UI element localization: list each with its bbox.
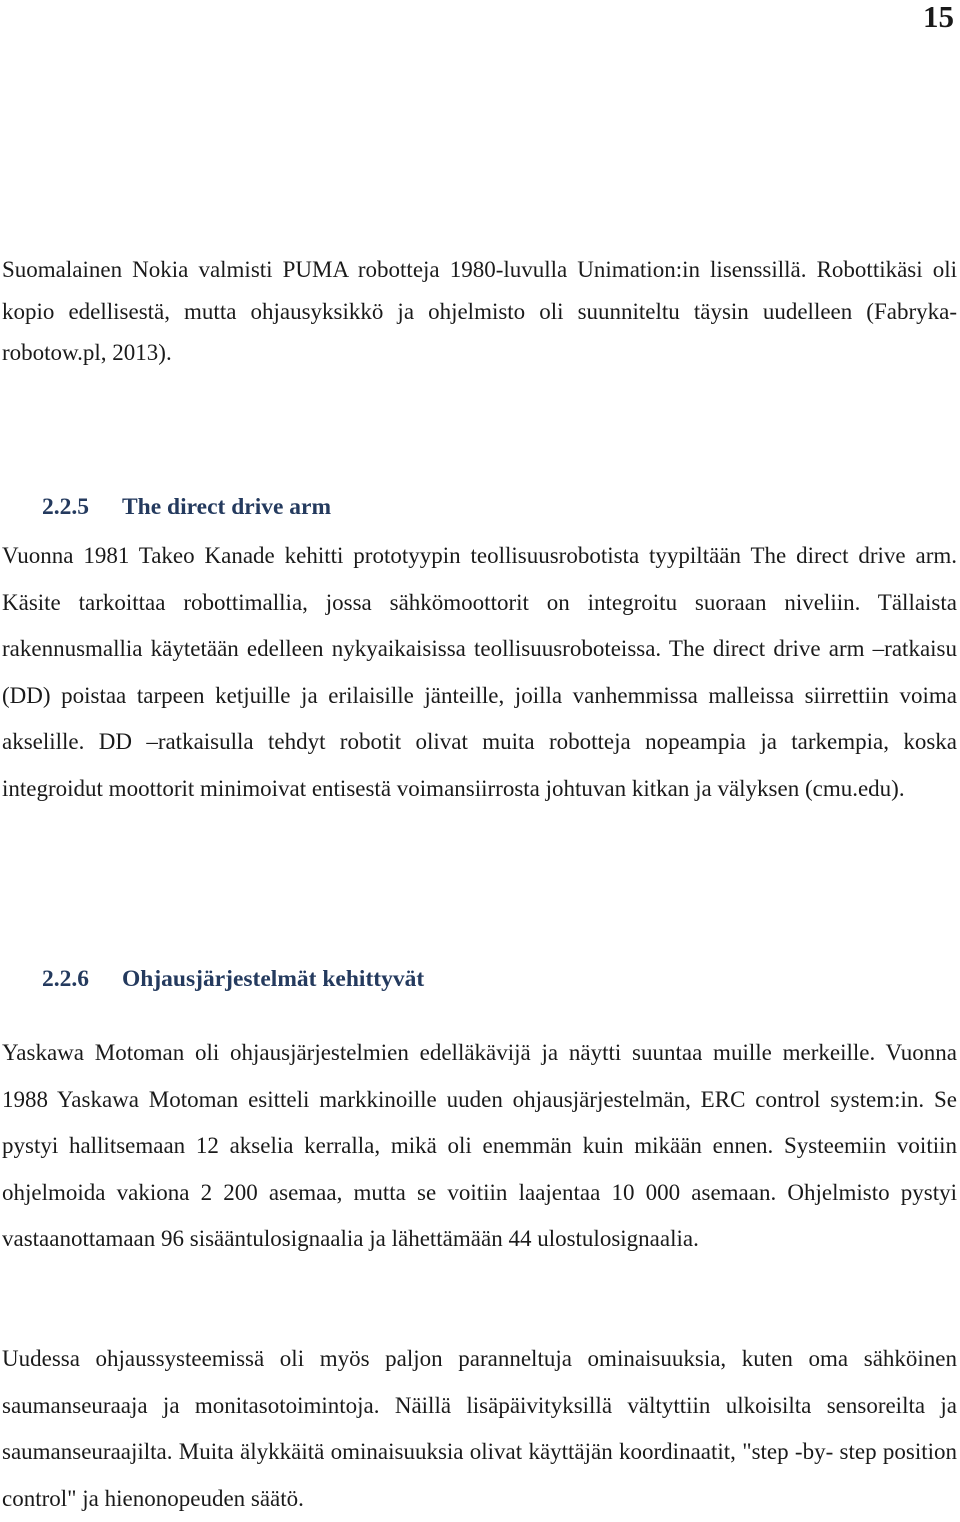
paragraph-direct-drive-arm: Vuonna 1981 Takeo Kanade kehitti prototyypin teollisuusrobotista tyypiltään The direct drive arm. Käsite tarkoittaa robottimallia, jossa sähkömoottorit on integroitu suoraan niveliin. Tällaista rakennusmallia käytetään edelleen nykyaikaisissa teollisuusroboteissa. The direct drive arm –ratkaisu (DD) poistaa tarpeen ketjuille ja erilaisille jänteille, joilla vanhemmissa malleissa siirrettiin voima akselille. DD –ratkaisulla tehdyt robotit olivat muita robotteja nopeampia ja tarkempia, koska integroidut moottorit minimoivat entisestä voimansiirrosta johtuvan kitkan ja välyksen (cmu.edu). — [2, 543, 957, 801]
section-number: 2.2.5 — [42, 494, 89, 520]
paragraph-yaskawa-motoman: Yaskawa Motoman oli ohjausjärjestelmien edelläkävijä ja näytti suuntaa muille merkeille. Vuonna 1988 Yaskawa Motoman esitteli markkinoille uuden ohjausjärjestelmän, ERC control system:in. Se pystyi hallitsemaan 12 akselia kerralla, mikä oli enemmän kuin mikään ennen. Systeemiin voitiin ohjelmoida vakiona 2 200 asemaa, mutta se voitiin laajentaa 10 000 asemaan. Ohjelmisto pystyi vastaanottamaan 96 sisääntulosignaalia ja lähettämään 44 ulostulosignaalia. — [2, 1040, 957, 1252]
page-number: 15 — [923, 0, 954, 34]
section-title: The direct drive arm — [122, 494, 332, 520]
paragraph-nokia-puma: Suomalainen Nokia valmisti PUMA robotteja 1980-luvulla Unimation:in lisenssillä. Robottikäsi oli kopio edellisestä, mutta ohjausyksikkö ja ohjelmisto oli suunniteltu täysin uudelleen (Fabryka-robotow.pl, 2013). — [2, 257, 957, 365]
section-heading-control-systems — [42, 964, 424, 994]
section-title: Ohjausjärjestelmät kehittyvät — [122, 966, 425, 992]
section-heading-direct-drive-arm — [42, 492, 331, 522]
section-number: 2.2.6 — [42, 966, 89, 992]
paragraph-new-control-system: Uudessa ohjaussysteemissä oli myös paljon paranneltuja ominaisuuksia, kuten oma sähköinen saumanseuraaja ja monitasotoimintoja. Näillä lisäpäivityksillä vältyttiin ulkoisilta sensoreilta ja saumanseuraajilta. Muita älykkäitä ominaisuuksia olivat käyttäjän koordinaatit, "step -by- step position control" ja hienonopeuden säätö. — [2, 1346, 957, 1511]
